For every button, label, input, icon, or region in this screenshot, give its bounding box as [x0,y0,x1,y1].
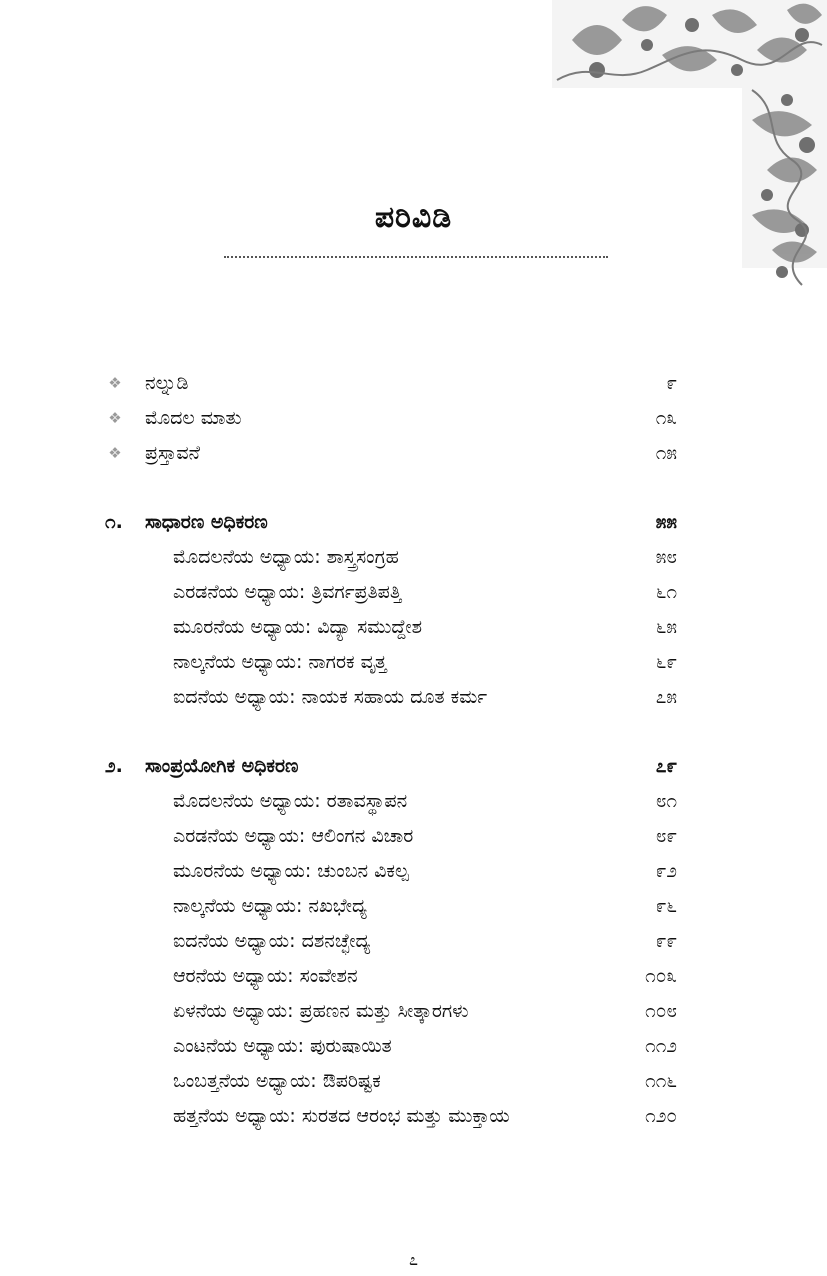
chapter-page: ೬೧ [655,581,677,603]
chapter-label: ಆರನೆಯ ಅಧ್ಯಾಯ: ಸಂವೇಶನ [173,965,358,987]
page-number: ೭ [409,1250,418,1269]
page-title: ಪರಿವಿಡಿ [374,200,453,235]
chapter-label: ಮೊದಲನೆಯ ಅಧ್ಯಾಯ: ಶಾಸ್ತ್ರಸಂಗ್ರಹ [173,546,399,568]
chapter-label: ಮೂರನೆಯ ಅಧ್ಯಾಯ: ವಿದ್ಯಾ ಸಮುದ್ದೇಶ [173,616,423,638]
chapter-label: ಮೊದಲನೆಯ ಅಧ್ಯಾಯ: ರತಾವಸ್ಥಾಪನ [173,790,408,812]
chapter-label: ನಾಲ್ಕನೆಯ ಅಧ್ಯಾಯ: ನಾಗರಕ ವೃತ್ತ [173,651,387,673]
chapter-page: ೧೦೩ [645,965,677,987]
toc-chapter[interactable] [0,575,827,610]
chapter-label: ಎರಡನೆಯ ಅಧ್ಯಾಯ: ಆಲಿಂಗನ ವಿಚಾರ [173,825,414,847]
chapter-page: ೮೯ [655,825,677,847]
section-title: ಸಾಂಪ್ರಯೋಗಿಕ ಅಧಿಕರಣ [145,755,299,777]
toc-chapter[interactable] [0,924,827,959]
chapter-label: ಏಳನೆಯ ಅಧ್ಯಾಯ: ಪ್ರಹಣನ ಮತ್ತು ಸೀತ್ಕಾರಗಳು [173,1000,469,1022]
toc-chapter[interactable] [0,889,827,924]
chapter-page: ೯೯ [655,930,677,952]
diamond-bullet-icon: ❖ [108,374,122,392]
section-number: ೧. [105,511,123,533]
toc-entry-label: ಪ್ರಸ್ತಾವನೆ [145,442,200,464]
chapter-label: ಎರಡನೆಯ ಅಧ್ಯಾಯ: ತ್ರಿವರ್ಗಪ್ರತಿಪತ್ತಿ [173,581,402,603]
toc-section-heading[interactable] [0,749,827,784]
section-title: ಸಾಧಾರಣ ಅಧಿಕರಣ [145,511,268,533]
chapter-page: ೬೫ [655,616,677,638]
toc-entry-page: ೧೫ [655,442,677,464]
toc-chapter[interactable] [0,994,827,1029]
toc-chapter[interactable] [0,680,827,715]
toc-chapter[interactable] [0,540,827,575]
chapter-label: ನಾಲ್ಕನೆಯ ಅಧ್ಯಾಯ: ನಖಭೇದ್ಯ [173,895,367,917]
chapter-page: ೬೯ [655,651,677,673]
floral-ornament [552,0,827,290]
chapter-page: ೮೧ [655,790,677,812]
toc-entry[interactable] [0,366,827,401]
chapter-label: ಹತ್ತನೆಯ ಅಧ್ಯಾಯ: ಸುರತದ ಆರಂಭ ಮತ್ತು ಮುಕ್ತಾಯ [173,1105,510,1127]
section-page: ೭೯ [655,755,677,777]
toc-chapter[interactable] [0,854,827,889]
toc-entry[interactable] [0,401,827,436]
toc-entry-page: ೯ [666,372,677,394]
toc-chapter[interactable] [0,1029,827,1064]
toc-chapter[interactable] [0,1064,827,1099]
toc-entry-label: ಮೊದಲ ಮಾತು [145,407,242,429]
section-page: ೫೫ [655,511,677,533]
toc-entry-label: ನಲ್ನುಡಿ [145,372,189,394]
chapter-page: ೫೮ [655,546,677,568]
chapter-page: ೭೫ [655,686,677,708]
toc-entry[interactable] [0,436,827,471]
toc-section-heading[interactable] [0,505,827,540]
toc-chapter[interactable] [0,610,827,645]
chapter-label: ಮೂರನೆಯ ಅಧ್ಯಾಯ: ಚುಂಬನ ವಿಕಲ್ಪ [173,860,409,882]
title-dotted-rule [224,256,608,258]
chapter-page: ೧೧೬ [645,1070,677,1092]
chapter-page: ೧೦೮ [645,1000,677,1022]
toc-chapter[interactable] [0,1099,827,1134]
toc-entry-page: ೧೩ [655,407,677,429]
chapter-page: ೯೨ [655,860,677,882]
chapter-label: ಐದನೆಯ ಅಧ್ಯಾಯ: ದಶನಚ್ಛೇದ್ಯ [173,930,371,952]
chapter-label: ಒಂಬತ್ತನೆಯ ಅಧ್ಯಾಯ: ಔಪರಿಷ್ಟಕ [173,1070,381,1092]
diamond-bullet-icon: ❖ [108,409,122,427]
toc-chapter[interactable] [0,819,827,854]
section-number: ೨. [105,755,123,777]
chapter-page: ೯೬ [655,895,677,917]
chapter-label: ಎಂಟನೆಯ ಅಧ್ಯಾಯ: ಪುರುಷಾಯಿತ [173,1035,392,1057]
diamond-bullet-icon: ❖ [108,444,122,462]
chapter-label: ಐದನೆಯ ಅಧ್ಯಾಯ: ನಾಯಕ ಸಹಾಯ ದೂತ ಕರ್ಮ [173,686,488,708]
toc-chapter[interactable] [0,645,827,680]
chapter-page: ೧೨೦ [645,1105,677,1127]
toc-chapter[interactable] [0,784,827,819]
chapter-page: ೧೧೨ [645,1035,677,1057]
toc-chapter[interactable] [0,959,827,994]
